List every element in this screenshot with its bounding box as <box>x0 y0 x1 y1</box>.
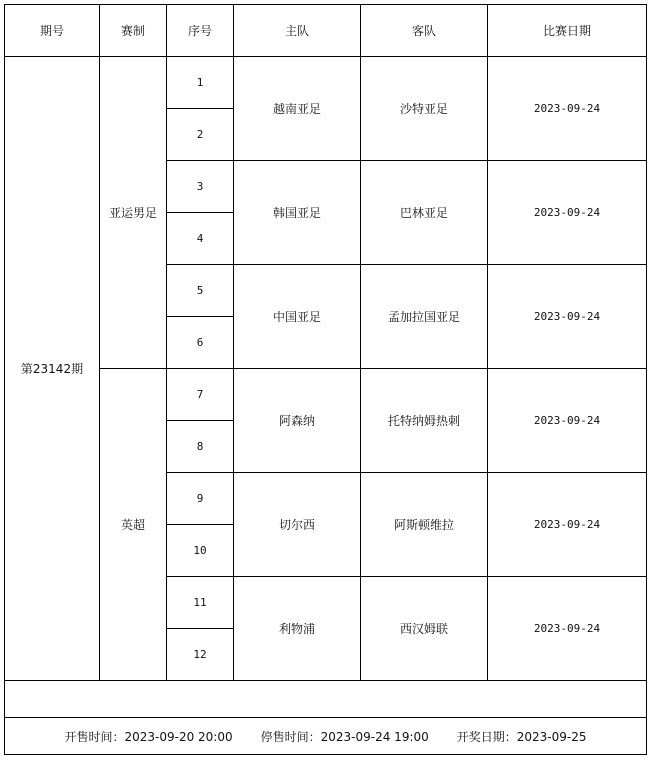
schedule-table <box>4 4 647 755</box>
away-team: 巴林亚足 <box>361 161 488 265</box>
home-team: 利物浦 <box>234 577 361 681</box>
match-date: 2023-09-24 <box>488 265 647 369</box>
draw-date: 开奖日期：2023-09-25 <box>456 729 587 744</box>
header-home: 主队 <box>234 5 361 57</box>
match-date: 2023-09-24 <box>488 473 647 577</box>
home-team: 切尔西 <box>234 473 361 577</box>
away-team: 沙特亚足 <box>361 57 488 161</box>
match-date: 2023-09-24 <box>488 577 647 681</box>
header-row <box>5 5 647 57</box>
sale-start-time: 开售时间：2023-09-20 20:00 <box>64 729 233 744</box>
sale-stop-time: 停售时间：2023-09-24 19:00 <box>260 729 429 744</box>
away-team: 西汉姆联 <box>361 577 488 681</box>
away-team: 孟加拉国亚足 <box>361 265 488 369</box>
seq-cell: 4 <box>167 213 234 265</box>
blank-row <box>5 681 647 718</box>
table-row <box>5 369 647 421</box>
seq-cell: 5 <box>167 265 234 317</box>
home-team: 越南亚足 <box>234 57 361 161</box>
footer-line <box>5 728 646 745</box>
header-seq: 序号 <box>167 5 234 57</box>
league-cell: 亚运男足 <box>100 57 167 369</box>
footer-row <box>5 718 647 755</box>
league-cell: 英超 <box>100 369 167 681</box>
footer-cell <box>5 718 647 755</box>
seq-cell: 8 <box>167 421 234 473</box>
match-date: 2023-09-24 <box>488 369 647 473</box>
blank-cell <box>5 681 647 718</box>
seq-cell: 11 <box>167 577 234 629</box>
away-team: 阿斯顿维拉 <box>361 473 488 577</box>
header-league: 赛制 <box>100 5 167 57</box>
home-team: 阿森纳 <box>234 369 361 473</box>
seq-cell: 6 <box>167 317 234 369</box>
issue-number: 第23142期 <box>5 57 100 681</box>
seq-cell: 3 <box>167 161 234 213</box>
match-date: 2023-09-24 <box>488 57 647 161</box>
header-date: 比赛日期 <box>488 5 647 57</box>
home-team: 中国亚足 <box>234 265 361 369</box>
header-issue: 期号 <box>5 5 100 57</box>
seq-cell: 1 <box>167 57 234 109</box>
seq-cell: 7 <box>167 369 234 421</box>
away-team: 托特纳姆热刺 <box>361 369 488 473</box>
seq-cell: 2 <box>167 109 234 161</box>
seq-cell: 9 <box>167 473 234 525</box>
seq-cell: 12 <box>167 629 234 681</box>
home-team: 韩国亚足 <box>234 161 361 265</box>
table-row <box>5 57 647 109</box>
seq-cell: 10 <box>167 525 234 577</box>
match-date: 2023-09-24 <box>488 161 647 265</box>
header-away: 客队 <box>361 5 488 57</box>
